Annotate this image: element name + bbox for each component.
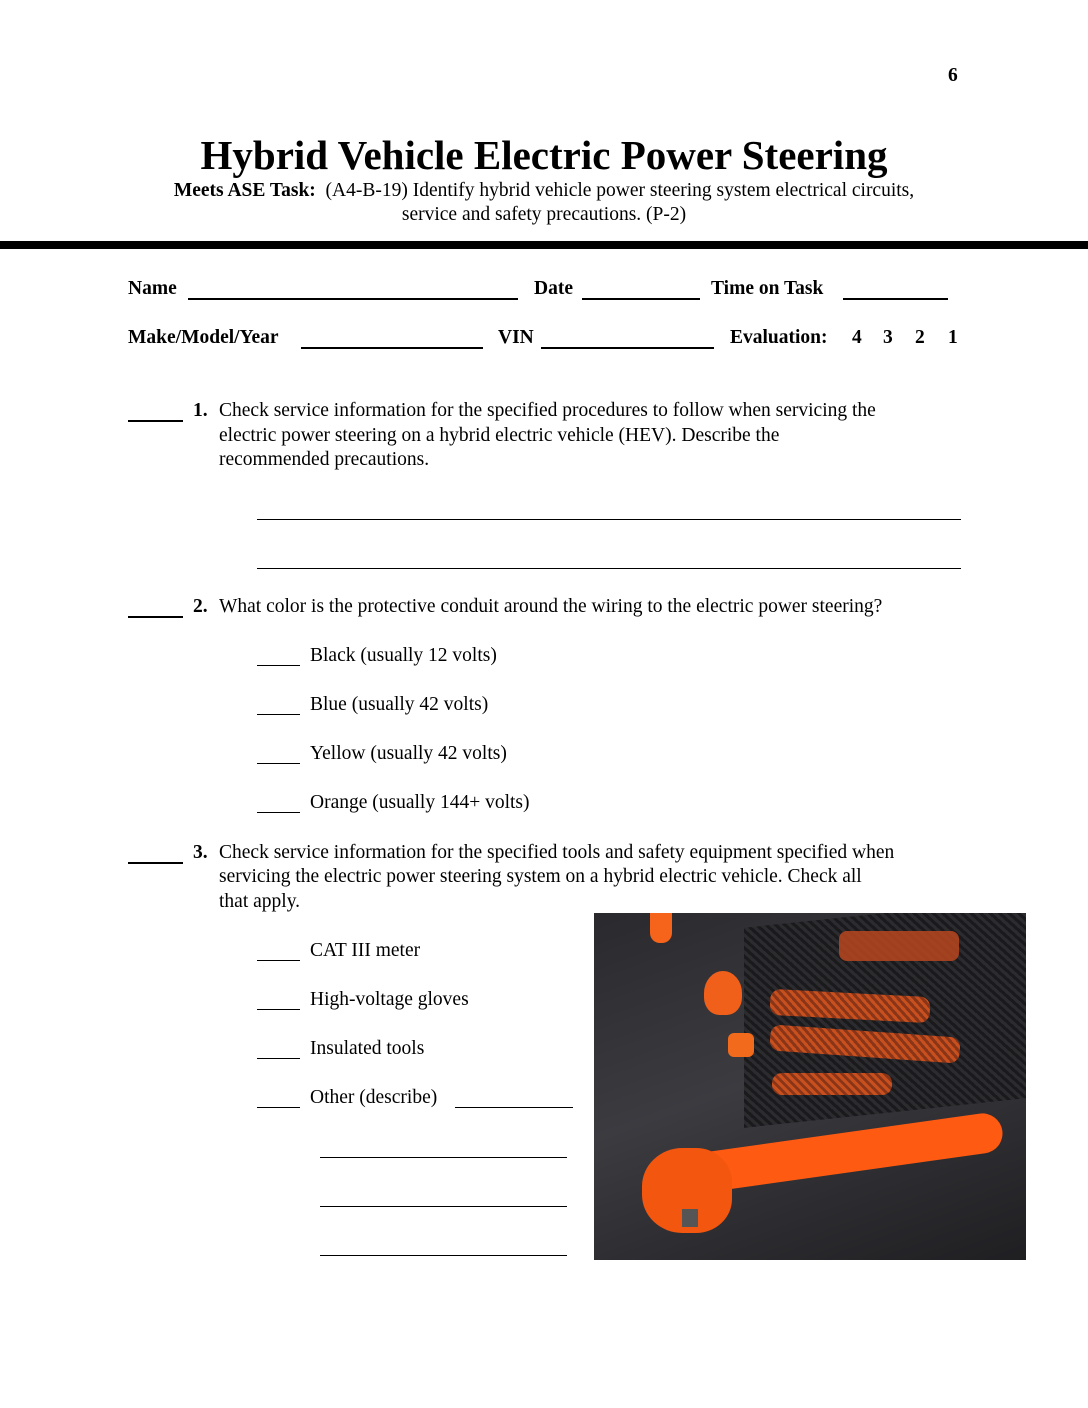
q1-answer-line[interactable] <box>257 519 961 520</box>
insulated-handle-icon <box>772 1073 892 1095</box>
evaluation-label: Evaluation: <box>730 327 828 348</box>
q2-option-blank[interactable] <box>257 812 300 813</box>
vin-field[interactable] <box>541 347 714 349</box>
q3-option-cat-iii-meter: CAT III meter <box>310 940 421 961</box>
name-label: Name <box>128 278 177 299</box>
task-line-1 <box>0 179 1088 203</box>
q3-option-blank[interactable] <box>257 1009 300 1010</box>
header-divider <box>0 241 1088 249</box>
q2-number: 2. <box>193 596 208 617</box>
make-model-year-label: Make/Model/Year <box>128 327 279 348</box>
time-on-task-field[interactable] <box>843 298 948 300</box>
q2-text: What color is the protective conduit around the wiring to the electric power steering? <box>219 596 883 617</box>
insulated-sleeve-icon <box>839 931 959 961</box>
page-title: Hybrid Vehicle Electric Power Steering <box>200 132 888 178</box>
q1-text: electric power steering on a hybrid electric vehicle (HEV). Describe the <box>219 425 780 446</box>
date-label: Date <box>534 278 573 299</box>
q1-text: recommended precautions. <box>219 449 430 470</box>
date-field[interactable] <box>582 298 700 300</box>
q3-check-blank[interactable] <box>128 862 183 864</box>
evaluation-score-4[interactable]: 4 <box>852 327 862 348</box>
insulated-tools-photo <box>594 913 1026 1260</box>
q3-describe-line[interactable] <box>320 1157 567 1158</box>
ratchet-drive-icon <box>682 1209 698 1227</box>
evaluation-score-1[interactable]: 1 <box>948 327 958 348</box>
evaluation-score-3[interactable]: 3 <box>883 327 893 348</box>
q2-option-orange: Orange (usually 144+ volts) <box>310 792 530 813</box>
q2-option-yellow: Yellow (usually 42 volts) <box>310 743 507 764</box>
socket-icon <box>650 913 672 943</box>
q1-check-blank[interactable] <box>128 420 183 422</box>
vin-label: VIN <box>498 327 534 348</box>
q1-number: 1. <box>193 400 208 421</box>
task-text-1: (A4-B-19) Identify hybrid vehicle power steering system electrical circuits, <box>325 180 915 201</box>
q1-text: Check service information for the specified procedures to follow when servicing the <box>219 400 876 421</box>
page-number: 6 <box>948 65 958 86</box>
evaluation-score-2[interactable]: 2 <box>915 327 925 348</box>
socket-icon <box>704 971 742 1015</box>
q3-number: 3. <box>193 842 208 863</box>
time-on-task-label: Time on Task <box>711 278 824 299</box>
q3-option-gloves: High-voltage gloves <box>310 989 469 1010</box>
q3-option-blank[interactable] <box>257 1058 300 1059</box>
q2-option-black: Black (usually 12 volts) <box>310 645 497 666</box>
q3-text: Check service information for the specified tools and safety equipment specified when <box>219 842 895 863</box>
q3-option-other: Other (describe) <box>310 1087 438 1108</box>
q3-text: servicing the electric power steering system on a hybrid electric vehicle. Check all <box>219 866 862 887</box>
q3-other-field[interactable] <box>455 1107 573 1108</box>
q3-text: that apply. <box>219 891 301 912</box>
q3-describe-line[interactable] <box>320 1255 567 1256</box>
q3-describe-line[interactable] <box>320 1206 567 1207</box>
q1-answer-line[interactable] <box>257 568 961 569</box>
q2-option-blue: Blue (usually 42 volts) <box>310 694 489 715</box>
q3-option-insulated-tools: Insulated tools <box>310 1038 425 1059</box>
q3-option-blank[interactable] <box>257 960 300 961</box>
socket-icon <box>728 1033 754 1057</box>
task-line-2: service and safety precautions. (P-2) <box>401 204 687 225</box>
q2-option-blank[interactable] <box>257 763 300 764</box>
q3-option-blank[interactable] <box>257 1107 300 1108</box>
q2-check-blank[interactable] <box>128 616 183 618</box>
make-model-year-field[interactable] <box>301 347 483 349</box>
q2-option-blank[interactable] <box>257 714 300 715</box>
task-label: Meets ASE Task: <box>173 180 316 201</box>
name-field[interactable] <box>188 298 518 300</box>
q2-option-blank[interactable] <box>257 665 300 666</box>
